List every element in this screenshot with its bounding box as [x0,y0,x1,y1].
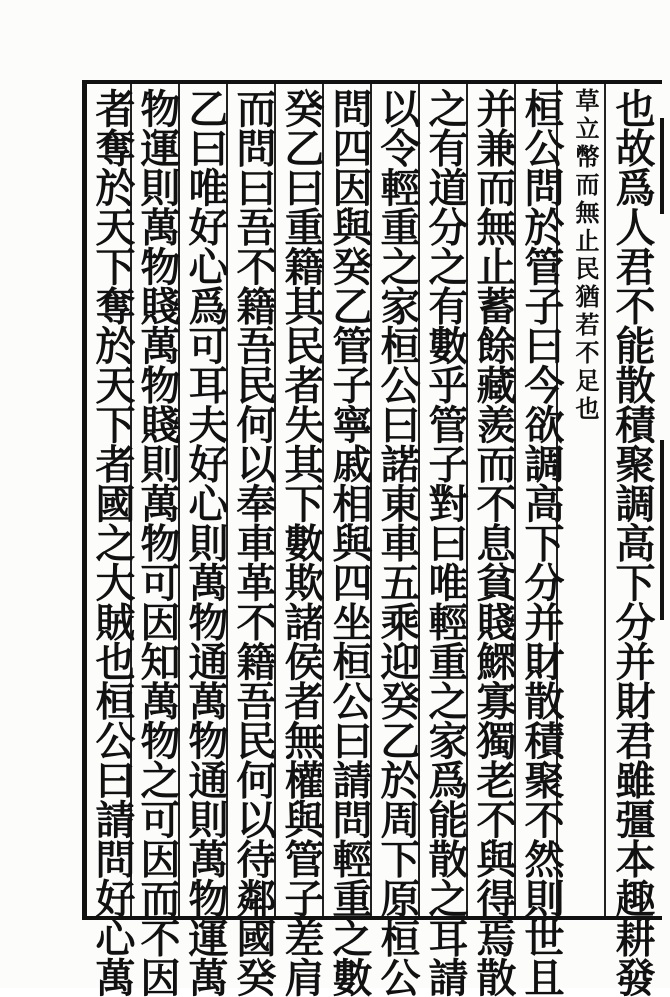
text-column: 者奪於天下奪於天下者國之大賊也桓公曰請問好心萬 [89,88,136,997]
text-column: 之有道分之有數乎管子對曰唯輕重之家爲能散之耳請 [422,88,469,997]
text-column: 以令輕重之家桓公曰諾東車五乘迎癸乙於周下原桓公 [374,88,421,997]
text-column-short: 草立幣而無止民猶若不足也 [571,88,600,424]
text-column: 并兼而無止蓄餘藏羨而不息貧賤鰥寡獨老不與得焉散 [470,88,517,997]
text-column: 癸乙曰重籍其民者失其下數欺諸侯者無權與管子差肩 [278,88,325,997]
text-column: 桓公問於管子曰今欲調高下分并財散積聚不然則世且 [518,88,565,997]
text-column: 物運則萬物賤萬物賤則萬物可因知萬物之可因而不因 [134,88,181,997]
edge-mark [660,118,664,214]
column-rule [604,84,606,916]
text-column: 也故爲人君不能散積聚調高下分并財君雖彊本趣耕發 [609,88,656,997]
text-column: 而問曰吾不籍吾民何以奉車革不籍吾民何以待鄰國癸 [230,88,277,997]
text-column: 問四因與癸乙管子寧戚相與四坐桓公曰請問輕重之數 [326,88,373,997]
edge-mark [660,440,664,620]
text-column: 乙曰唯好心爲可耳夫好心則萬物通萬物通則萬物運萬 [182,88,229,997]
